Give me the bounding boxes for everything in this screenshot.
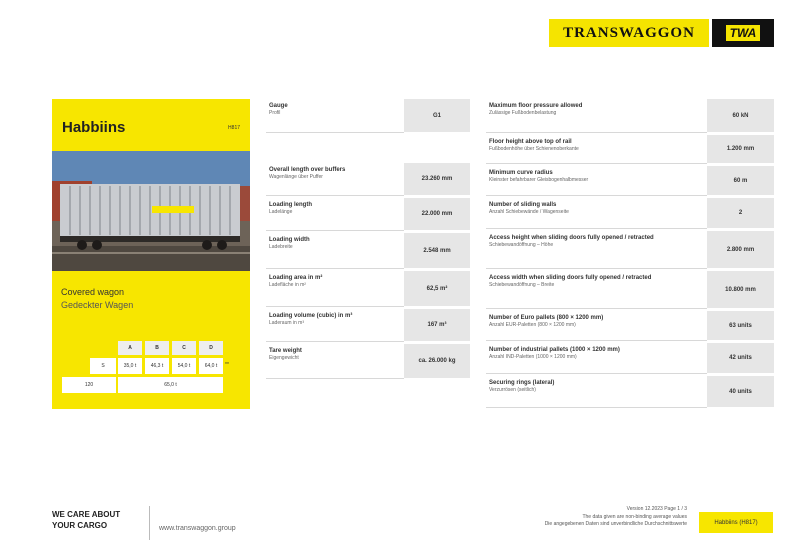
load-row2-label: 120 xyxy=(62,377,116,393)
spec-right-value: 60 kN xyxy=(707,99,774,133)
spec-right-label: Minimum curve radius xyxy=(489,170,553,176)
brand-mark: TWA xyxy=(726,25,761,41)
spec-left-row xyxy=(266,344,470,379)
website-link[interactable]: www.transwaggon.group xyxy=(159,525,236,532)
spec-left-label-de: Wagenlänge über Puffer xyxy=(269,174,323,180)
spec-right-label: Access width when sliding doors fully opened / retracted xyxy=(489,275,652,281)
spec-left-row xyxy=(266,99,470,133)
spec-left-label-de: Eigengewicht xyxy=(269,355,299,361)
spec-left-label-de: Ladebreite xyxy=(269,244,293,250)
spec-right-label-de: Verzurrösen (seitlich) xyxy=(489,387,536,393)
spec-right-row xyxy=(486,198,774,229)
spec-right-label-cell xyxy=(486,343,707,374)
spec-right-value: 42 units xyxy=(707,343,774,374)
spec-left-label-de: Ladelänge xyxy=(269,209,293,215)
spec-right-label-de: Anzahl Schiebewände / Wagenseite xyxy=(489,209,569,215)
spec-right-label-cell xyxy=(486,166,707,196)
spec-right-label-de: Kleinster befahrbarer Gleisbogenhalbmesser xyxy=(489,177,589,183)
spec-left-label-de: Ladefläche in m² xyxy=(269,282,306,288)
card-code: H817 xyxy=(228,125,240,131)
spec-right-label-cell xyxy=(486,135,707,164)
spec-right-row xyxy=(486,231,774,269)
version-info: Version 12.2023 Page 1 / 3 xyxy=(626,506,687,512)
footer-divider xyxy=(149,506,150,540)
brand-logo xyxy=(549,19,774,47)
load-col-d: D xyxy=(199,341,223,355)
spec-right-label-cell xyxy=(486,311,707,341)
spec-right-label-cell xyxy=(486,271,707,309)
brand-mark-icon xyxy=(712,19,774,47)
spec-left-value: G1 xyxy=(404,99,470,133)
load-col-c: C xyxy=(172,341,196,355)
spec-right-value: 60 m xyxy=(707,166,774,196)
spec-left-label: Gauge xyxy=(269,103,288,109)
spec-right-row xyxy=(486,343,774,374)
disclaimer: The data given are non-binding average values xyxy=(582,513,687,520)
spec-right-label: Access height when sliding doors fully opened / retracted xyxy=(489,235,654,241)
load-val-c: 54,0 t xyxy=(172,358,196,374)
spec-right-row xyxy=(486,99,774,133)
spec-left-label-cell xyxy=(266,344,404,379)
spec-left-row xyxy=(266,198,470,231)
spec-right-label-cell xyxy=(486,376,707,408)
load-val-d: 64,0 t xyxy=(199,358,223,374)
spec-left-label-de: Profil xyxy=(269,110,281,116)
spec-left-label-cell xyxy=(266,163,404,196)
load-val-b: 46,3 t xyxy=(145,358,169,374)
spec-right-value: 63 units xyxy=(707,311,774,341)
spec-right-label-de: Anzahl IND-Paletten (1000 × 1200 mm) xyxy=(489,354,577,360)
spec-right-label: Maximum floor pressure allowed xyxy=(489,103,583,109)
spec-right-label: Number of sliding walls xyxy=(489,202,557,208)
spec-right-label-de: Schiebewandöffnung – Breite xyxy=(489,282,555,288)
spec-right-value: 1.200 mm xyxy=(707,135,774,164)
spec-left-row xyxy=(266,163,470,196)
card-subtitle: Covered wagon xyxy=(61,287,125,297)
load-val-a: 35,0 t xyxy=(118,358,142,374)
slogan-line-2: YOUR CARGO xyxy=(52,521,108,530)
spec-left-label: Loading length xyxy=(269,202,312,208)
load-col-a: A xyxy=(118,341,142,355)
spec-left-label-cell xyxy=(266,99,404,133)
spec-right-value: 10.800 mm xyxy=(707,271,774,309)
spec-left-row xyxy=(266,233,470,269)
spec-left-label-cell xyxy=(266,198,404,231)
wagon-photo xyxy=(52,151,250,271)
spec-left-label-de: Laderaum in m³ xyxy=(269,320,305,326)
spec-right-label-de: Schiebewandöffnung – Höhe xyxy=(489,242,554,248)
spec-right-value: 40 units xyxy=(707,376,774,408)
spec-left-value: 2.548 mm xyxy=(404,233,470,269)
spec-left-label-cell xyxy=(266,271,404,307)
spec-right-label-de: Anzahl EUR-Paletten (800 × 1200 mm) xyxy=(489,322,576,328)
spec-left-label: Loading area in m² xyxy=(269,275,323,281)
spec-right-label-de: Zulässige Fußbodenbelastung xyxy=(489,110,557,116)
spec-right-row xyxy=(486,271,774,309)
spec-right-value: 2 xyxy=(707,198,774,229)
spec-left-value: ca. 26.000 kg xyxy=(404,344,470,379)
load-col-b: B xyxy=(145,341,169,355)
spec-right-label-de: Fußbodenhöhe über Schienenoberkante xyxy=(489,146,579,152)
disclaimer-de: Die angegebenen Daten sind unverbindliche Durchschnittswerte xyxy=(544,521,687,527)
card-title: Habbiins xyxy=(62,119,126,136)
spec-left-label: Tare weight xyxy=(269,348,302,354)
spec-right-row xyxy=(486,376,774,408)
spec-left-label-cell xyxy=(266,309,404,342)
spec-right-label-cell xyxy=(486,99,707,133)
spec-right-label: Securing rings (lateral) xyxy=(489,380,555,386)
spec-right-value: 2.800 mm xyxy=(707,231,774,269)
slogan xyxy=(52,509,120,531)
spec-left-row xyxy=(266,309,470,342)
spec-right-label-cell xyxy=(486,198,707,229)
spec-right-label-cell xyxy=(486,231,707,269)
load-row2-value: 65,0 t xyxy=(118,377,223,393)
spec-right-row xyxy=(486,135,774,164)
brand-name: TRANSWAGGON xyxy=(549,19,709,47)
card-subtitle-de: Gedeckter Wagen xyxy=(61,300,134,310)
spec-left-row xyxy=(266,271,470,307)
load-row-label: S xyxy=(90,358,116,374)
spec-right-row xyxy=(486,311,774,341)
slogan-line-1: WE CARE ABOUT xyxy=(52,510,121,519)
spec-left-value: 22.000 mm xyxy=(404,198,470,231)
product-card xyxy=(52,99,250,409)
load-row-suffix: ** xyxy=(225,362,229,368)
spec-left-label: Loading width xyxy=(269,237,310,243)
product-badge: Habbiins (H817) xyxy=(699,512,773,533)
spec-right-row xyxy=(486,166,774,196)
spec-left-label: Overall length over buffers xyxy=(269,167,346,173)
spec-right-label: Number of industrial pallets (1000 × 1200 mm) xyxy=(489,347,620,353)
spec-left-label-cell xyxy=(266,233,404,269)
spec-left-value: 62,5 m² xyxy=(404,271,470,307)
footer-meta xyxy=(545,506,687,529)
spec-right-label: Floor height above top of rail xyxy=(489,139,572,145)
spec-right-label: Number of Euro pallets (800 × 1200 mm) xyxy=(489,315,604,321)
spec-left-value: 167 m³ xyxy=(404,309,470,342)
spec-left-label: Loading volume (cubic) in m³ xyxy=(269,313,353,319)
spec-left-value: 23.260 mm xyxy=(404,163,470,196)
